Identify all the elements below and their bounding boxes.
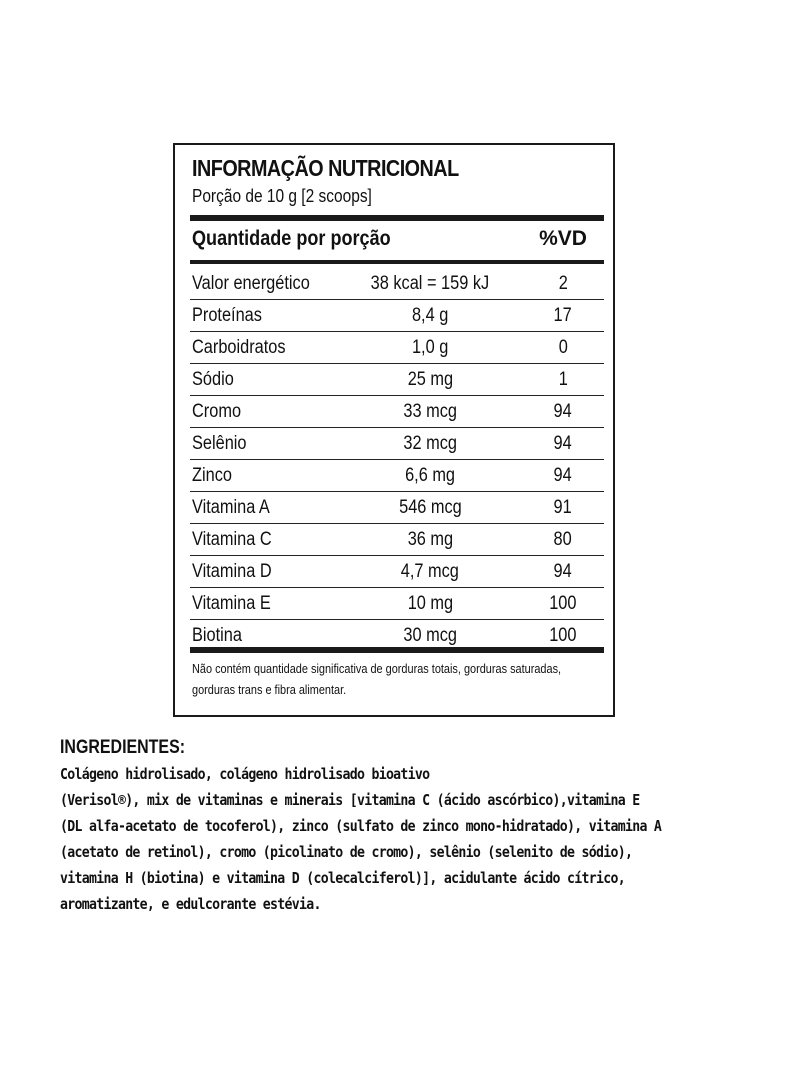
nutrient-name: Valor energético	[192, 273, 310, 294]
nutrient-name: Selênio	[192, 433, 247, 454]
nutrient-amount: 38 kcal = 159 kJ	[370, 273, 490, 294]
nutrient-amount: 4,7 mcg	[400, 561, 460, 582]
nutrient-name: Sódio	[192, 369, 234, 390]
ingredients-line: Colágeno hidrolisado, colágeno hidrolisado bioativo	[60, 765, 430, 783]
divider-thick-bottom	[190, 647, 604, 653]
nutrient-amount: 546 mcg	[398, 497, 462, 518]
nutrient-vd: 91	[553, 497, 573, 518]
nutrient-vd: 94	[553, 561, 573, 582]
nutrient-name: Vitamina C	[192, 529, 272, 550]
nutrient-vd: 0	[558, 337, 568, 358]
nutrient-name: Biotina	[192, 625, 242, 646]
nutrient-name: Vitamina D	[192, 561, 272, 582]
nutrient-name: Zinco	[192, 465, 232, 486]
table-row	[190, 556, 604, 588]
header-quantity: Quantidade por porção	[192, 227, 391, 250]
footnote-line: gorduras trans e fibra alimentar.	[192, 682, 347, 697]
nutrient-amount: 8,4 g	[411, 305, 449, 326]
table-row	[190, 364, 604, 396]
ingredients-section	[60, 737, 760, 917]
divider-thick-mid	[190, 260, 604, 264]
ingredients-line: vitamina H (biotina) e vitamina D (colecalciferol)], acidulante ácido cítrico,	[60, 869, 625, 887]
nutrient-name: Carboidratos	[192, 337, 286, 358]
table-header	[192, 223, 602, 257]
nutrient-vd: 2	[558, 273, 568, 294]
table-row	[190, 300, 604, 332]
nutrient-vd: 17	[553, 305, 573, 326]
ingredients-line: (acetato de retinol), cromo (picolinato de cromo), selênio (selenito de sódio),	[60, 843, 633, 861]
nutrient-amount: 1,0 g	[411, 337, 449, 358]
nutrient-name: Proteínas	[192, 305, 262, 326]
table-row	[190, 524, 604, 556]
nutrient-name: Cromo	[192, 401, 242, 422]
table-row	[190, 268, 604, 300]
footnote-line: Não contém quantidade significativa de gorduras totais, gorduras saturadas,	[192, 661, 562, 676]
table-row	[190, 396, 604, 428]
nutrient-vd: 94	[553, 433, 573, 454]
table-row	[190, 588, 604, 620]
nutrient-rows	[190, 268, 604, 651]
portion-size: Porção de 10 g [2 scoops]	[192, 186, 372, 206]
nutrient-vd: 100	[549, 625, 577, 646]
nutrient-amount: 36 mg	[407, 529, 453, 550]
table-row	[190, 428, 604, 460]
nutrient-vd: 1	[558, 369, 568, 390]
nutrient-amount: 6,6 mg	[405, 465, 455, 486]
nutrient-vd: 100	[549, 593, 577, 614]
nutrition-facts-panel	[173, 143, 615, 717]
nutrient-vd: 94	[553, 465, 573, 486]
nutrient-amount: 25 mg	[407, 369, 453, 390]
nutrient-amount: 32 mcg	[403, 433, 457, 454]
nutrient-vd: 80	[553, 529, 573, 550]
nutrition-footnote	[192, 658, 612, 700]
nutrition-title: INFORMAÇÃO NUTRICIONAL	[192, 155, 459, 181]
table-row	[190, 460, 604, 492]
nutrient-name: Vitamina E	[192, 593, 271, 614]
ingredients-title: INGREDIENTES:	[60, 737, 186, 758]
divider-thick-top	[190, 215, 604, 221]
nutrient-vd: 94	[553, 401, 573, 422]
ingredients-line: (DL alfa-acetato de tocoferol), zinco (sulfato de zinco mono-hidratado), vitamina A	[60, 817, 662, 835]
nutrient-amount: 10 mg	[407, 593, 453, 614]
ingredients-line: aromatizante, e edulcorante estévia.	[60, 895, 321, 913]
ingredients-line: (Verisol®), mix de vitaminas e minerais [vitamina C (ácido ascórbico),vitamina E	[60, 791, 640, 809]
header-vd: %VD	[539, 227, 587, 250]
nutrient-amount: 30 mcg	[403, 625, 457, 646]
nutrient-amount: 33 mcg	[403, 401, 457, 422]
nutrient-name: Vitamina A	[192, 497, 270, 518]
table-row	[190, 492, 604, 524]
table-row	[190, 332, 604, 364]
